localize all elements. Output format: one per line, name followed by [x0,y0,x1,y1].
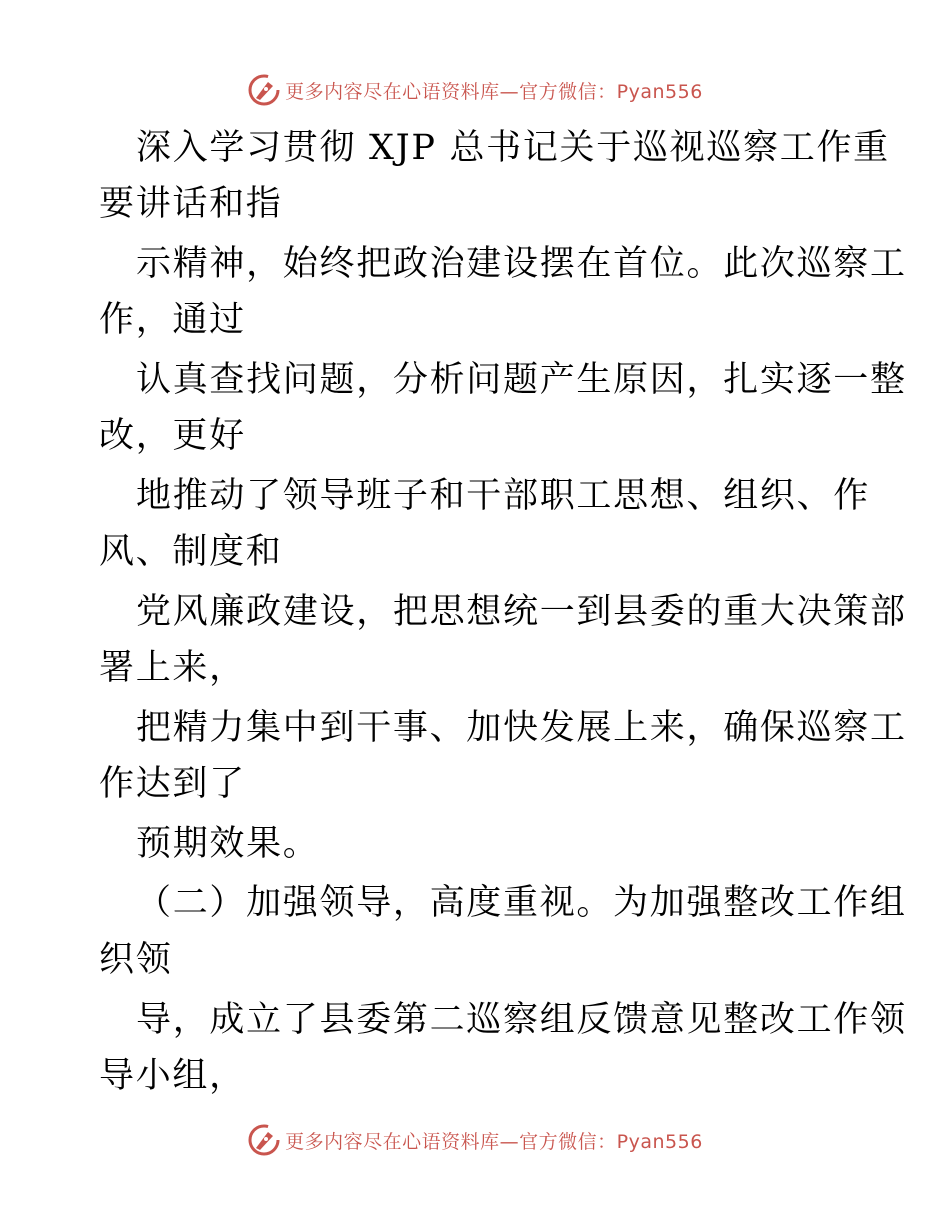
text-line: 认真查找问题，分析问题产生原因，扎实逐一整 [136,360,907,400]
text-line: 党风廉政建设，把思想统一到县委的重大决策部 [136,592,907,632]
text-line: 把精力集中到干事、加快发展上来，确保巡察工 [136,708,907,748]
watermark-text: 更多内容尽在心语资料库—官方微信：Pyan556 [285,80,703,103]
text-line: 深入学习贯彻 XJP 总书记关于巡视巡察工作重 [136,128,890,168]
pen-nib-circle-icon [247,73,281,107]
footer-watermark [0,1120,950,1160]
text-line: （二）加强领导，高度重视。为加强整改工作组 [136,883,907,923]
pen-nib-circle-icon [247,1123,281,1157]
text-line: 示精神，始终把政治建设摆在首位。此次巡察工 [136,244,907,284]
text-line: 作，通过 [99,300,246,340]
text-line: 风、制度和 [99,532,283,572]
text-line: 要讲话和指 [99,184,283,224]
text-line: 改，更好 [99,416,246,456]
text-line: 导小组， [99,1056,246,1096]
text-line: 导，成立了县委第二巡察组反馈意见整改工作领 [136,1000,907,1040]
text-line: 预期效果。 [136,824,320,864]
text-line: 织领 [99,940,173,980]
text-line: 作达到了 [99,764,246,804]
text-line: 地推动了领导班子和干部职工思想、组织、作 [136,476,871,516]
text-line: 署上来， [99,648,246,688]
watermark-text: 更多内容尽在心语资料库—官方微信：Pyan556 [285,1130,703,1153]
header-watermark [0,70,950,110]
